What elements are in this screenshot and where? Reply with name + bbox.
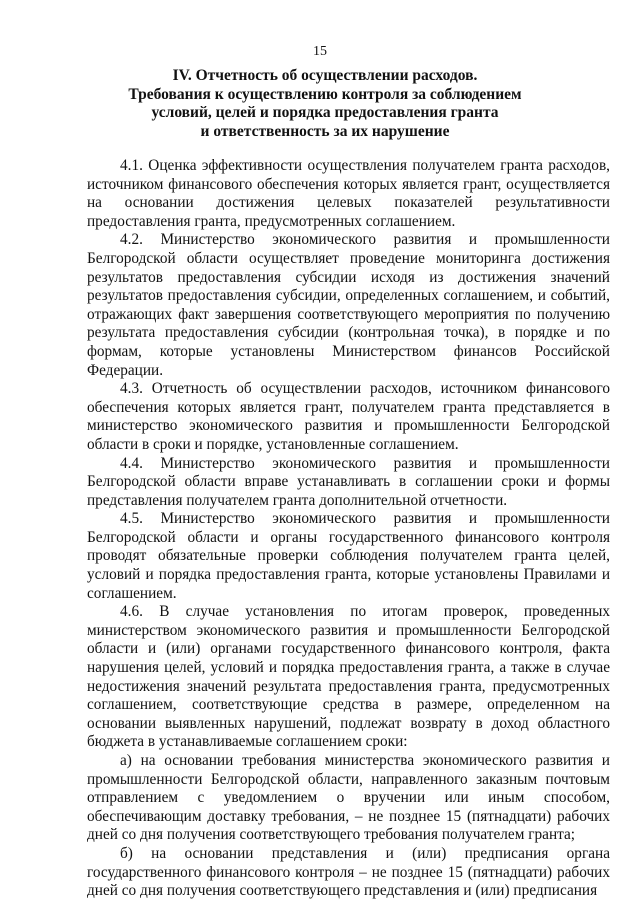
paragraph-4-6-b: б) на основании представления и (или) предписания органа государственного финансового контроля – не позднее 15 (пятнадцати) рабочих дней со дня получения соответствующего представления и (или) предписания [87, 844, 610, 900]
paragraph-4-2: 4.2. Министерство экономического развития и промышленности Белгородской области осуществляет проведение мониторинга достижения результатов предоставления субсидии исходя из достижения значений результатов предоставления субсидии, определенных соглашением, и событий, отражающих факт завершения соответствующего мероприятия по получению результата предоставления субсидии (контрольная точка), в порядке и по формам, которые установлены Министерством финансов Российской Федерации. [87, 231, 610, 379]
paragraph-4-5: 4.5. Министерство экономического развития и промышленности Белгородской области и органы государственного финансового контроля проводят обязательные проверки соблюдения получателем гранта целей, условий и порядка предоставления гранта, которые установлены Правилами и соглашением. [87, 510, 610, 602]
paragraph-4-6-a: а) на основании требования министерства экономического развития и промышленности Белгородской области, направленного заказным почтовым отправлением с уведомлением о вручении или иным способом, обеспечивающим доставку требования, – не позднее 15 (пятнадцати) рабочих дней со дня получения соответствующего требования получателем гранта; [87, 752, 610, 844]
section-heading-line-1: IV. Отчетность об осуществлении расходов. [172, 67, 478, 84]
document-body [87, 157, 610, 901]
paragraph-4-3: 4.3. Отчетность об осуществлении расходов, источником финансового обеспечения которых является грант, получателем гранта представляется в министерство экономического развития и промышленности Белгородской области в сроки и порядке, установленные соглашением. [87, 380, 610, 453]
page-number: 15 [313, 44, 327, 59]
section-heading-line-3: условий, целей и порядка предоставления гранта [151, 104, 499, 121]
paragraph-4-6: 4.6. В случае установления по итогам проверок, проведенных министерством экономического развития и промышленности Белгородской области и (или) органами государственного финансового контроля, факта нарушения целей, условий и порядка предоставления гранта, а также в случае недостижения значений результата предоставления гранта, предусмотренных соглашением, соответствующие средства в размере, определенном на основании выявленных нарушений, подлежат возврату в доход областного бюджета в устанавливаемые соглашением сроки: [87, 603, 610, 751]
paragraph-4-1: 4.1. Оценка эффективности осуществления получателем гранта расходов, источником финансового обеспечения которых является грант, осуществляется на основании достижения целевых показателей результативности предоставления гранта, предусмотренных соглашением. [87, 157, 610, 230]
section-heading-line-2: Требования к осуществлению контроля за соблюдением [128, 85, 522, 103]
section-heading [80, 67, 570, 141]
section-heading-line-4: и ответственность за их нарушение [200, 122, 450, 140]
paragraph-4-4: 4.4. Министерство экономического развития и промышленности Белгородской области вправе устанавливать в соглашении сроки и формы представления получателем гранта дополнительной отчетности. [87, 454, 610, 509]
